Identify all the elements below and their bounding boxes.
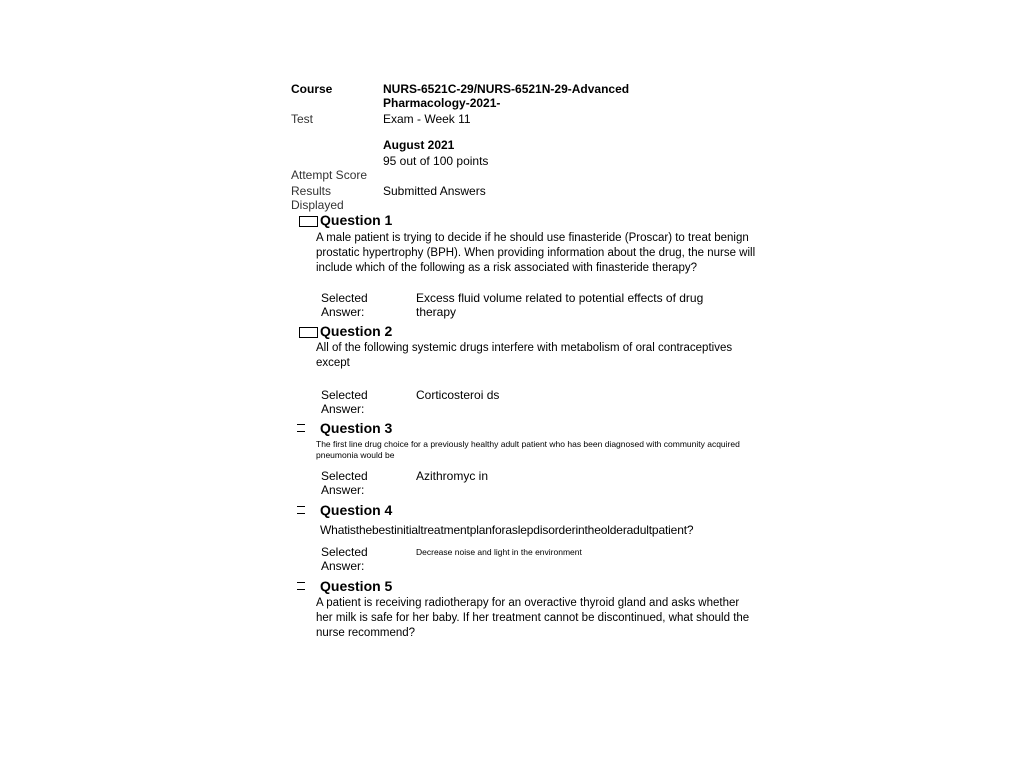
question-4-selected-label-2: Answer: <box>321 559 365 573</box>
score-value: 95 out of 100 points <box>383 154 489 168</box>
question-3-icon <box>297 424 305 432</box>
question-1-text: A male patient is trying to decide if he should use finasteride (Proscar) to treat benign prostatic hypertrophy (BPH). When providing information about the drug, the nurse will include which of the following as a risk associated with finasteride therapy? <box>316 232 756 274</box>
question-2-answer: Corticosteroi ds <box>416 388 500 402</box>
question-3-title: Question 3 <box>320 420 393 436</box>
question-4-selected-label-1: Selected <box>321 545 368 559</box>
course-value-line2: Pharmacology-2021- <box>383 96 501 110</box>
question-2-text: All of the following systemic drugs interfere with metabolism of oral contraceptives except <box>316 342 733 369</box>
question-2-selected-label-1: Selected <box>321 388 368 402</box>
question-1-answer-line1: Excess fluid volume related to potential effects of drug <box>416 291 704 305</box>
question-5-icon <box>297 582 305 590</box>
question-1-title: Question 1 <box>320 212 393 228</box>
question-2-icon <box>299 327 318 338</box>
results-value: Submitted Answers <box>383 184 486 198</box>
question-5-title: Question 5 <box>320 578 393 594</box>
question-1-icon <box>299 216 318 227</box>
question-3-text: The first line drug choice for a previously healthy adult patient who has been diagnosed with community acquired pneumonia would be <box>316 439 740 460</box>
question-4-icon <box>297 506 305 514</box>
results-label-line2: Displayed <box>291 198 344 212</box>
results-label-line1: Results <box>291 184 332 198</box>
question-4-text: Whatisthebestinitialtreatmentplanforaslepdisorderintheolderadultpatient? <box>320 523 694 537</box>
course-label: Course <box>291 82 333 96</box>
attempt-score-label: Attempt Score <box>291 168 368 182</box>
question-3-selected-label-2: Answer: <box>321 483 365 497</box>
question-4-title: Question 4 <box>320 502 393 518</box>
course-value-line1: NURS-6521C-29/NURS-6521N-29-Advanced <box>383 82 630 96</box>
test-value: Exam - Week 11 <box>383 112 471 126</box>
test-label: Test <box>291 112 314 126</box>
question-1-selected-label-2: Answer: <box>321 305 365 319</box>
question-2-title: Question 2 <box>320 323 393 339</box>
question-4-answer: Decrease noise and light in the environment <box>416 547 582 557</box>
date-value: August 2021 <box>383 138 455 152</box>
question-1-selected-label-1: Selected <box>321 291 368 305</box>
question-3-selected-label-1: Selected <box>321 469 368 483</box>
question-5-text: A patient is receiving radiotherapy for an overactive thyroid gland and asks whether her milk is safe for her baby. If her treatment cannot be discontinued, what should the nurse recommend? <box>316 597 750 639</box>
question-3-answer: Azithromyc in <box>416 469 489 483</box>
question-1-answer-line2: therapy <box>416 305 457 319</box>
question-2-selected-label-2: Answer: <box>321 402 365 416</box>
